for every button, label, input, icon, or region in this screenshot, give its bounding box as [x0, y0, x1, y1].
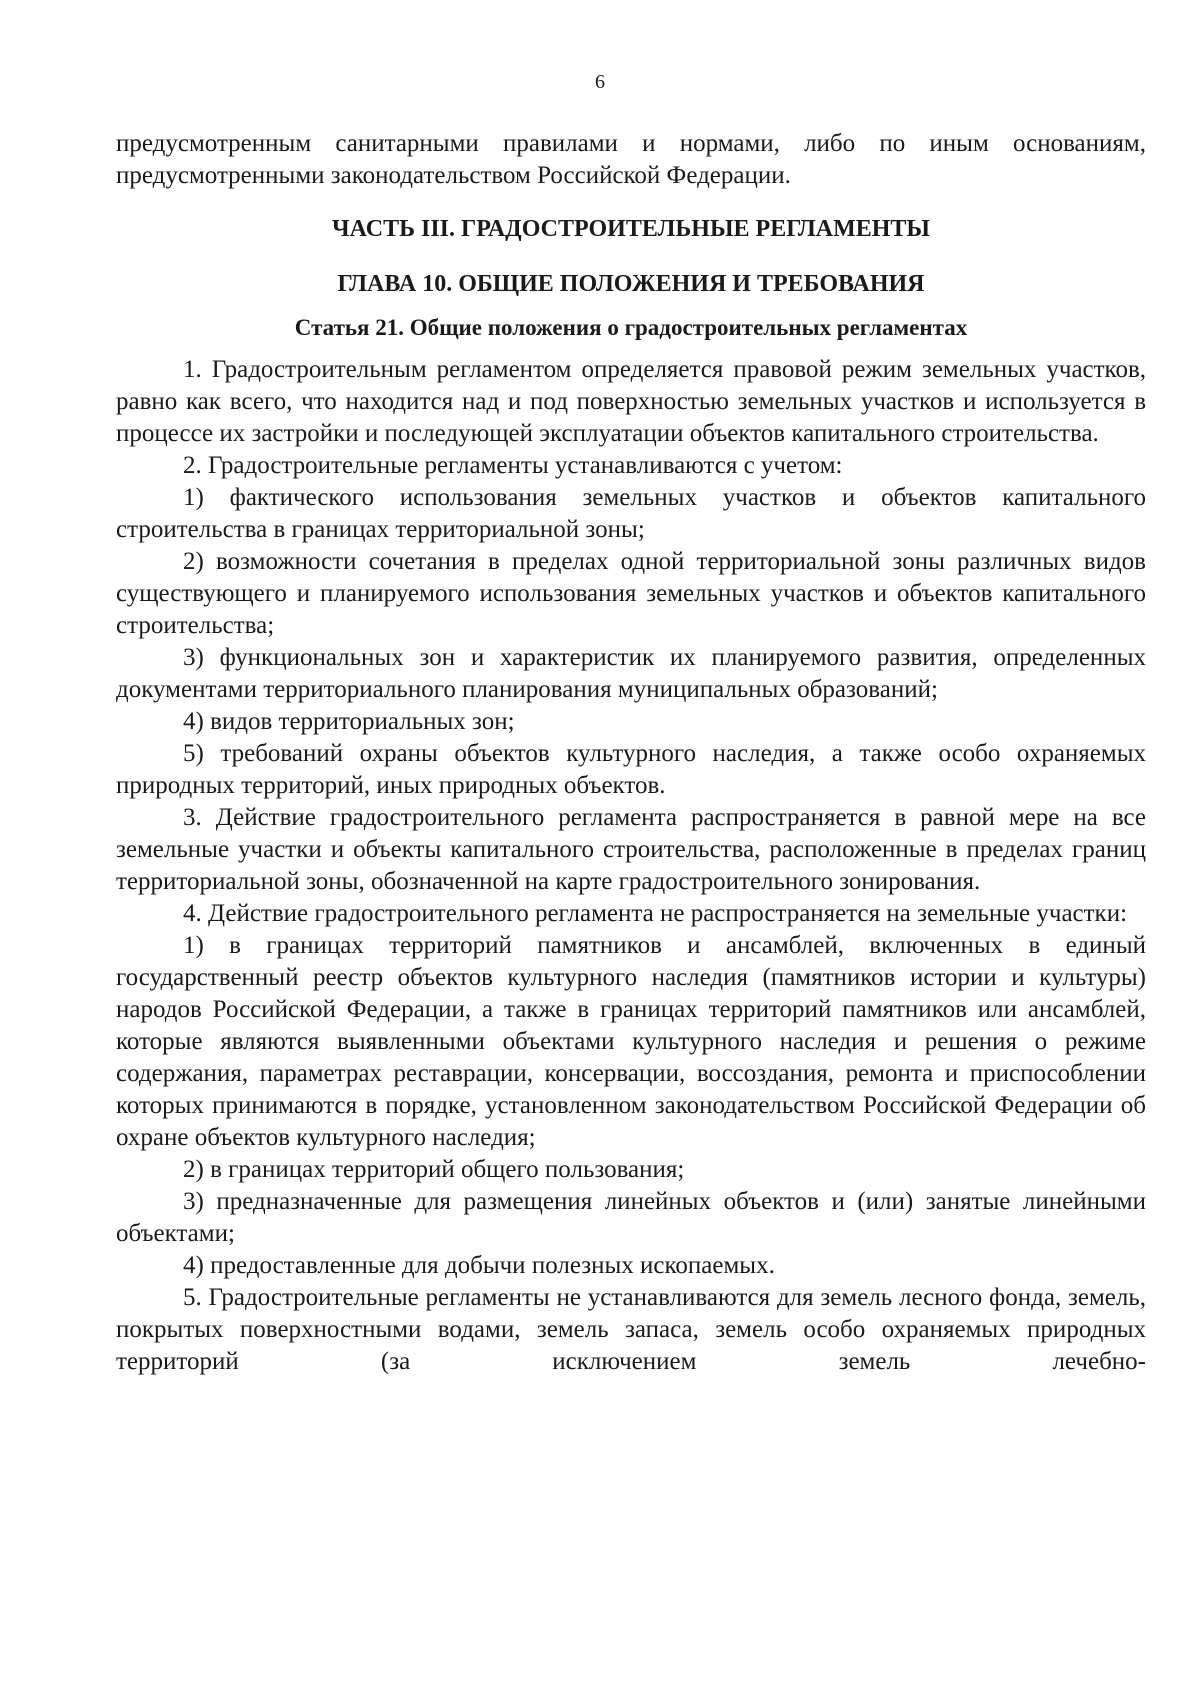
paragraph-2: 2. Градостроительные регламенты устанавливаются с учетом: — [183, 452, 843, 479]
paragraph-4-item-1: 1) в границах территорий памятников и ансамблей, включенных в единый государственный реестр объектов культурного наследия (памятников истории и культуры) народов Российской Федерации, а также в границах территорий памятников или ансамблей, которые являются выявленными объектами культурного наследия и решения о режиме содержания, параметрах реставрации, консервации, воссоздания, ремонта и приспособлении которых принимаются в порядке, установленном законодательством Российской Федерации об охране объектов культурного наследия; — [116, 932, 1146, 1151]
paragraph-4-item-3: 3) предназначенные для размещения линейных объектов и (или) занятые линейными объектами; — [116, 1188, 1146, 1247]
paragraph-4-item-2: 2) в границах территорий общего пользования; — [183, 1156, 685, 1183]
paragraph-3: 3. Действие градостроительного регламента распространяется в равной мере на все земельные участки и объекты капитального строительства, расположенные в пределах границ территориальной зоны, обозначенной на карте градостроительного зонирования. — [116, 804, 1146, 895]
paragraph-4-item-4: 4) предоставленные для добычи полезных ископаемых. — [183, 1252, 775, 1279]
paragraph-2-item-3: 3) функциональных зон и характеристик их планируемого развития, определенных документами территориального планирования муниципальных образований; — [116, 644, 1146, 703]
paragraph-2-item-1: 1) фактического использования земельных участков и объектов капитального строительства в границах территориальной зоны; — [116, 484, 1146, 543]
page-number: 6 — [595, 71, 605, 93]
paragraph-2-item-5: 5) требований охраны объектов культурного наследия, а также особо охраняемых природных территорий, иных природных объектов. — [116, 740, 1146, 799]
paragraph-1: 1. Градостроительным регламентом определяется правовой режим земельных участков, равно как всего, что находится над и под поверхностью земельных участков и используется в процессе их застройки и последующей эксплуатации объектов капитального строительства. — [116, 356, 1146, 447]
part-heading: ЧАСТЬ III. ГРАДОСТРОИТЕЛЬНЫЕ РЕГЛАМЕНТЫ — [332, 216, 930, 242]
paragraph-5: 5. Градостроительные регламенты не устанавливаются для земель лесного фонда, земель, покрытых поверхностными водами, земель запаса, земель особо охраняемых природных территорий (за исключением земель лечебно- — [116, 1284, 1146, 1375]
intro-paragraph: предусмотренным санитарными правилами и нормами, либо по иным основаниям, предусмотренными законодательством Российской Федерации. — [116, 130, 1146, 189]
paragraph-2-item-4: 4) видов территориальных зон; — [183, 708, 515, 735]
chapter-heading: ГЛАВА 10. ОБЩИЕ ПОЛОЖЕНИЯ И ТРЕБОВАНИЯ — [337, 271, 925, 297]
paragraph-4: 4. Действие градостроительного регламента не распространяется на земельные участки: — [183, 900, 1128, 927]
document-body — [116, 128, 1146, 1378]
paragraph-2-item-2: 2) возможности сочетания в пределах одной территориальной зоны различных видов существующего и планируемого использования земельных участков и объектов капитального строительства; — [116, 548, 1146, 639]
article-heading: Статья 21. Общие положения о градостроительных регламентах — [294, 315, 968, 340]
